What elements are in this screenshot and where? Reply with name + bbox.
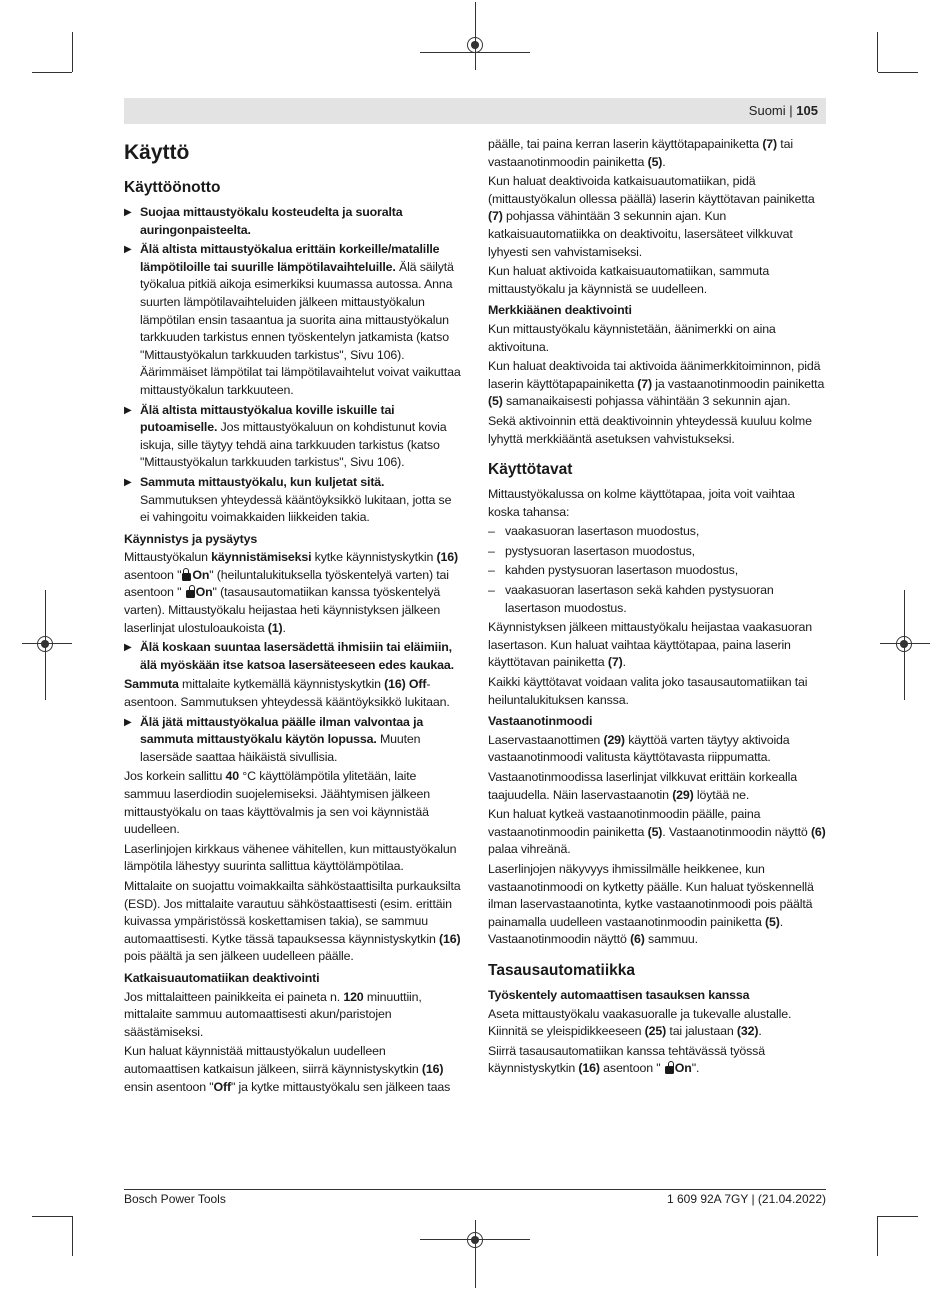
subsection-heading: Työskentely automaattisen tasauksen kanssa: [488, 987, 750, 1002]
bold-span: 120: [343, 989, 364, 1004]
paragraph: [488, 806, 828, 859]
text-span: palaa vihreänä.: [488, 842, 571, 857]
ref-number: (16) Off: [384, 677, 427, 692]
subsection-heading: Vastaanotinmoodi: [488, 714, 593, 729]
text-span: Aseta mittaustyökalu vaakasuoralle ja tukevalle alustalle. Kiinnitä se yleispidikkeeseen: [488, 1006, 792, 1039]
text-span: pois päältä ja sen jälkeen uudelleen päälle.: [124, 949, 354, 964]
ref-number: (5): [647, 154, 663, 169]
text-span: Laservastaanottimen: [488, 732, 604, 747]
warning-item: [124, 204, 462, 239]
paragraph: [488, 1043, 828, 1078]
ref-number: (1): [267, 620, 283, 635]
ref-number: (29): [672, 787, 694, 802]
paragraph: [124, 1043, 462, 1096]
header-text: [749, 103, 818, 118]
paragraph: [124, 989, 462, 1042]
text-span: päälle, tai paina kerran laserin käyttötapapainiketta: [488, 137, 763, 151]
text-span: .: [758, 1024, 762, 1039]
lock-open-icon: [186, 585, 195, 598]
text-span: Kun haluat kytkeä vastaanotinmoodin päälle, paina vastaanotinmoodin painiketta: [488, 807, 761, 839]
body-text: Muuten lasersäde saattaa häikäistä sivullisia.: [140, 732, 421, 764]
text-span: .: [662, 154, 666, 169]
list-item: – pystysuoran lasertason muodostus,: [488, 543, 828, 561]
page-number: 105: [796, 103, 818, 118]
list-item: – kahden pystysuoran lasertason muodostus,: [488, 562, 828, 580]
text-span: Laserlinjojen näkyvyys ihmissilmälle heikkenee, kun vastaanotinmoodi on kytketty päälle. Kun haluat työskennellä ilman laservastaanotinta, kytke vastaanotinmoodi pois päältä painamalla uudelleen vastaanotinmoodin painiketta: [488, 861, 814, 929]
on-label: On: [192, 567, 210, 582]
text-span: " (heiluntalukituksella työskentelyä varten) tai asentoon ": [124, 567, 449, 600]
text-span: Kun haluat deaktivoida tai aktivoida äänimerkkitoiminnon, pidä laserin käyttötapapainiketta: [488, 359, 821, 391]
warning-item: [124, 402, 462, 472]
text-span: Jos mittalaitteen painikkeita ei paineta n.: [124, 989, 344, 1004]
text-span: kytke käynnistyskytkin: [311, 550, 437, 565]
crop-mark: [32, 1216, 72, 1217]
off-label: Off: [213, 1079, 231, 1094]
registration-mark-icon: [467, 37, 483, 53]
paragraph: [488, 136, 828, 171]
registration-line: [475, 1220, 476, 1288]
paragraph: Sekä aktivoinnin että deaktivoinnin yhteydessä kuuluu kolme lyhyttä merkkiääntä asetuksen vahvistukseksi.: [488, 413, 812, 446]
paragraph: Kaikki käyttötavat voidaan valita joko tasausautomatiikan tai heiluntalukituksen kanssa.: [488, 675, 808, 707]
text-span: ".: [691, 1061, 700, 1076]
text-span: Mittaustyökalun: [124, 550, 212, 565]
text-span: ja vastaanotinmoodin painiketta: [651, 376, 825, 391]
ref-number: (7): [637, 376, 652, 391]
section-heading: Käyttötavat: [488, 461, 573, 479]
footer-doc-ref: 1 609 92A 7GY | (21.04.2022): [666, 1192, 826, 1206]
list-item: – vaakasuoran lasertason sekä kahden pystysuoran lasertason muodostus.: [488, 582, 828, 617]
paragraph: [488, 358, 828, 411]
text-span: löytää ne.: [693, 787, 750, 802]
ref-number: (29): [603, 732, 625, 747]
paragraph: [124, 878, 462, 966]
right-column: [488, 136, 828, 1080]
text-span: Siirrä tasausautomatiikan kanssa tehtävässä työssä käynnistyskytkin: [488, 1043, 765, 1076]
left-column: [124, 136, 462, 1098]
text-span: " (tasausautomatiikan kanssa työskentelyä varten). Mittaustyökalu heijastaa heti käynnistyksen jälkeen laserlinjat ulostuloaukoista: [124, 585, 441, 635]
text-span: .: [622, 655, 626, 670]
page-title: Käyttö: [124, 141, 190, 164]
warning-text: Älä koskaan suuntaa lasersädettä ihmisiin tai eläimiin, älä myöskään itse katsoa lasersäteeseen edes kaukaa.: [140, 640, 454, 672]
ref-number: (5): [765, 914, 780, 929]
text-span: sammuu.: [644, 932, 698, 947]
warning-text: Sammuta mittaustyökalu, kun kuljetat sitä.: [140, 474, 385, 489]
registration-line: [475, 2, 476, 70]
bold-span: käynnistämiseksi: [211, 550, 312, 565]
registration-mark-icon: [896, 636, 912, 652]
crop-mark: [878, 1216, 918, 1217]
body-text: Sammutuksen yhteydessä kääntöyksikkö lukitaan, jotta se ei vahingoitu voimakkaiden liikkeiden takia.: [140, 492, 452, 525]
paragraph: [488, 732, 828, 767]
ref-number: (7): [488, 209, 503, 224]
text-span: asentoon ": [124, 567, 182, 582]
footer-divider: [124, 1189, 826, 1190]
ref-number: (16): [436, 550, 458, 565]
paragraph: [488, 619, 828, 672]
text-span: käyttöä varten täytyy aktivoida vastaanotinmoodi valitusta käyttötavasta riippumatta.: [488, 732, 790, 765]
crop-mark: [32, 72, 72, 73]
crop-mark: [877, 1216, 878, 1256]
warning-item: [124, 639, 462, 674]
paragraph: Kun haluat aktivoida katkaisuautomatiikan, sammuta mittaustyökalu ja käynnistä se uudelleen.: [488, 264, 770, 296]
text-span: Käynnistyksen jälkeen mittaustyökalu heijastaa vaakasuoran lasertason. Kun haluat vaihtaa käyttötapaa, paina laserin käyttötavan painiketta: [488, 620, 812, 670]
paragraph: [124, 549, 462, 637]
warning-text: Suojaa mittaustyökalu kosteudelta ja suoralta auringonpaisteelta.: [140, 205, 403, 237]
text-span: mittalaite kytkemällä käynnistyskytkin: [178, 677, 385, 692]
text-span: Kun haluat deaktivoida katkaisuautomatiikan, pidä (mittaustyökalun ollessa päällä) laserin käyttötavan painiketta: [488, 174, 815, 206]
paragraph: [488, 769, 828, 804]
paragraph: Laserlinjojen kirkkaus vähenee vähitellen, kun mittaustyökalun lämpötila lähestyy suurinta sallittua käyttölämpötilaa.: [124, 841, 457, 874]
body-text: Jos mittaustyökaluun on kohdistunut kovia iskuja, sille täytyy tehdä aina tarkkuuden tarkistus (katso "Mittaustyökalun tarkkuuden tarkistus", Sivu 106).: [140, 420, 447, 470]
text-span: .: [282, 620, 286, 635]
paragraph: Kun mittaustyökalu käynnistetään, äänimerkki on aina aktivoituna.: [488, 321, 776, 354]
ref-number: (16): [438, 931, 461, 946]
text-span: . Vastaanotinmoodin näyttö: [488, 914, 783, 947]
paragraph: [488, 1006, 828, 1041]
crop-mark: [72, 32, 73, 72]
warning-item: [124, 474, 462, 527]
registration-mark-icon: [467, 1232, 483, 1248]
page-header: [124, 98, 826, 124]
ref-number: (16): [421, 1061, 444, 1076]
footer-publisher: Bosch Power Tools: [124, 1192, 226, 1206]
bold-span: 40: [225, 769, 240, 784]
section-heading: Tasausautomatiikka: [488, 961, 636, 979]
text-span: Vastaanotinmoodissa laserlinjat vilkkuvat erittäin korkealla taajuudella. Näin laservastaanotin: [488, 770, 797, 802]
lock-open-icon: [665, 1061, 674, 1074]
paragraph: [124, 768, 462, 838]
on-label: On: [674, 1061, 692, 1076]
paragraph: [124, 676, 462, 711]
text-span: Kun haluat käynnistää mittaustyökalun uudelleen automaattisen katkaisun jälkeen, siirrä käynnistyskytkin: [124, 1044, 422, 1076]
ref-number: (16): [578, 1061, 600, 1076]
warning-text: Älä altista mittaustyökalua koville iskuille tai putoamiselle.: [140, 402, 395, 435]
text-span: -asentoon. Sammutuksen yhteydessä kääntöyksikkö lukitaan.: [124, 677, 450, 710]
ref-number: (25): [644, 1024, 667, 1039]
ref-number: (7): [607, 655, 623, 670]
paragraph: Mittaustyökalussa on kolme käyttötapaa, joita voit vaihtaa koska tahansa:: [488, 487, 795, 519]
text-span: pohjassa vähintään 3 sekunnin ajan. Kun katkaisuautomatiikka on deaktivoitu, lasersäteet vilkkuvat lyhyesti sen vahvistamiseksi.: [488, 209, 793, 259]
text-span: tai vastaanotinmoodin painiketta: [488, 137, 793, 169]
ref-number: (7): [762, 137, 778, 151]
ref-number: (32): [736, 1024, 759, 1039]
text-span: " ja kytke mittaustyökalu sen jälkeen taas: [230, 1079, 451, 1094]
registration-mark-icon: [37, 636, 53, 652]
crop-mark: [878, 72, 918, 73]
on-label: On: [195, 585, 213, 600]
lock-closed-icon: [182, 568, 191, 581]
paragraph: [488, 861, 828, 949]
crop-mark: [72, 1216, 73, 1256]
list-item: – vaakasuoran lasertason muodostus,: [488, 523, 828, 541]
ref-number: (5): [488, 394, 503, 409]
text-span: tai jalustaan: [666, 1024, 737, 1039]
warning-item: [124, 714, 462, 767]
body-text: Älä säilytä työkalua pitkiä aikoja esimerkiksi kuumassa autossa. Anna suurten lämpötilavaihteluiden jälkeen mittaustyökalun lämpötilan ensin tasaantua ja suorita aina mittaustyökalun tarkkuuden tarkistus ennen työskentelyn jatkamista (katso "Mittaustyökalun tarkkuuden tarkistus", Sivu 106). Äärimmäiset lämpötilat tai lämpötilavaihtelut voivat vaikuttaa mittaustyökalun tarkkuuteen.: [140, 259, 461, 397]
text-span: °C käyttölämpötila ylitetään, laite sammuu laserdiodin suojelemiseksi. Jäähtymisen jälkeen mittaustyökalu on taas käyttövalmis ja sen voi käynnistää uudelleen.: [124, 769, 430, 837]
header-separator: |: [789, 103, 793, 118]
text-span: . Vastaanotinmoodin näyttö: [662, 824, 811, 839]
text-span: ensin asentoon ": [124, 1079, 214, 1094]
section-heading: Käyttöönotto: [124, 179, 221, 196]
text-span: minuuttiin, mittalaite sammuu automaattisesti akun/paristojen säästämiseksi.: [124, 989, 422, 1039]
subsection-heading: Merkkiäänen deaktivointi: [488, 303, 632, 318]
section-name: Suomi: [748, 103, 786, 118]
bold-span: Sammuta: [124, 677, 179, 692]
subsection-heading: Käynnistys ja pysäytys: [124, 531, 258, 546]
warning-text: Älä altista mittaustyökalua erittäin korkeille/matalille lämpötiloille tai suurille lämpötilavaihteluille.: [140, 242, 440, 274]
text-span: asentoon ": [599, 1061, 664, 1076]
text-span: Mittalaite on suojattu voimakkailta sähköstaattisilta purkauksilta (ESD). Jos mittalaite varautuu sähköstaattisesti (esim. erittäin kuivassa ympäristössä koskettamisen takia), se sammuu automaattisesti. Kytke tässä tapauksessa käynnistyskytkin: [124, 878, 461, 946]
text-span: samanaikaisesti pohjassa vähintään 3 sekunnin ajan.: [502, 394, 791, 409]
crop-mark: [877, 32, 878, 72]
text-span: Jos korkein sallittu: [124, 769, 226, 784]
ref-number: (6): [630, 932, 645, 947]
warning-text: Älä jätä mittaustyökalua päälle ilman valvontaa ja sammuta mittaustyökalu käytön lopussa.: [140, 714, 424, 747]
warning-item: [124, 241, 462, 399]
ref-number: (6): [810, 824, 826, 839]
subsection-heading: Katkaisuautomatiikan deaktivointi: [124, 970, 320, 985]
paragraph: [488, 173, 828, 261]
ref-number: (5): [647, 824, 663, 839]
